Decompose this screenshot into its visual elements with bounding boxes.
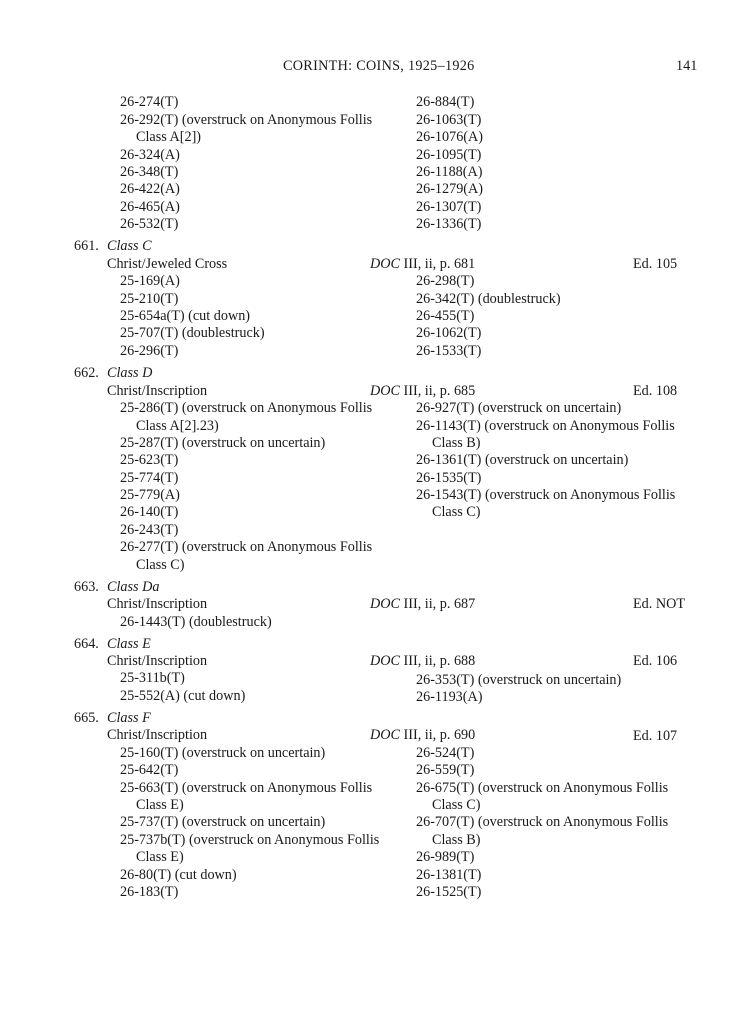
list-item: 26-1076(A): [416, 129, 483, 145]
list-item: 26-1361(T) (overstruck on uncertain): [416, 452, 629, 468]
list-item: 26-455(T): [416, 308, 475, 324]
list-item: 25-623(T): [120, 452, 179, 468]
list-item: 26-1095(T): [416, 147, 482, 163]
list-item: Class E): [136, 849, 184, 865]
list-item: 26-532(T): [120, 216, 179, 232]
list-item: 25-552(A) (cut down): [120, 688, 246, 704]
list-item: 26-1063(T): [416, 112, 482, 128]
list-item: 26-1143(T) (overstruck on Anonymous Follis: [416, 418, 675, 434]
list-item: 26-353(T) (overstruck on uncertain): [416, 672, 622, 688]
list-item: 25-169(A): [120, 273, 180, 289]
list-item: 26-1062(T): [416, 325, 482, 341]
entry-edition: Ed. 107: [633, 728, 678, 744]
entry-class: Class E: [107, 636, 151, 652]
list-item: 25-287(T) (overstruck on uncertain): [120, 435, 326, 451]
entry-number: 662.: [74, 365, 99, 381]
list-item: 26-140(T): [120, 504, 179, 520]
list-item: Class E): [136, 797, 184, 813]
list-item: 25-774(T): [120, 470, 179, 486]
entry-class: Class F: [107, 710, 151, 726]
list-item: 26-243(T): [120, 522, 179, 538]
list-item: 26-1193(A): [416, 689, 483, 705]
list-item: 26-465(A): [120, 199, 180, 215]
entry-number: 663.: [74, 579, 99, 595]
list-item: 26-292(T) (overstruck on Anonymous Follis: [120, 112, 373, 128]
list-item: 25-654a(T) (cut down): [120, 308, 251, 324]
list-item: 26-1381(T): [416, 867, 482, 883]
entry-reference: DOC III, ii, p. 685: [370, 383, 476, 399]
list-item: Class B): [432, 435, 481, 451]
page-number: 141: [676, 58, 698, 74]
list-item: 26-1525(T): [416, 884, 482, 900]
list-item: 26-80(T) (cut down): [120, 867, 237, 883]
list-item: 26-707(T) (overstruck on Anonymous Follis: [416, 814, 669, 830]
list-item: 26-1188(A): [416, 164, 483, 180]
list-item: 25-311b(T): [120, 670, 185, 686]
list-item: 26-675(T) (overstruck on Anonymous Follis: [416, 780, 669, 796]
list-item: 26-1307(T): [416, 199, 482, 215]
entry-number: 661.: [74, 238, 99, 254]
list-item: 26-1543(T) (overstruck on Anonymous Follis: [416, 487, 676, 503]
list-item: 26-1443(T) (doublestruck): [120, 614, 272, 630]
list-item: 26-342(T) (doublestruck): [416, 291, 561, 307]
entry-type: Christ/Inscription: [107, 653, 208, 669]
list-item: 26-1535(T): [416, 470, 482, 486]
entry-reference: DOC III, ii, p. 690: [370, 727, 476, 743]
entry-edition: Ed. NOT: [633, 596, 686, 612]
entry-edition: Ed. 106: [633, 653, 678, 669]
entry-reference: DOC III, ii, p. 688: [370, 653, 476, 669]
list-item: 26-324(A): [120, 147, 180, 163]
list-item: Class C): [432, 504, 481, 520]
entry-number: 665.: [74, 710, 99, 726]
list-item: 26-296(T): [120, 343, 179, 359]
list-item: 26-884(T): [416, 94, 475, 110]
list-item: 25-737b(T) (overstruck on Anonymous Follis: [120, 832, 380, 848]
list-item: 26-422(A): [120, 181, 180, 197]
entry-reference: DOC III, ii, p. 681: [370, 256, 476, 272]
list-item: 25-707(T) (doublestruck): [120, 325, 265, 341]
list-item: 26-183(T): [120, 884, 179, 900]
list-item: 25-663(T) (overstruck on Anonymous Follis: [120, 780, 373, 796]
entry-reference: DOC III, ii, p. 687: [370, 596, 476, 612]
list-item: 26-989(T): [416, 849, 475, 865]
list-item: 25-160(T) (overstruck on uncertain): [120, 745, 326, 761]
entry-number: 664.: [74, 636, 99, 652]
entry-type: Christ/Inscription: [107, 596, 208, 612]
list-item: 26-348(T): [120, 164, 179, 180]
list-item: Class C): [136, 557, 185, 573]
running-head: CORINTH: COINS, 1925–1926: [283, 58, 475, 74]
list-item: 25-642(T): [120, 762, 179, 778]
list-item: 26-1279(A): [416, 181, 483, 197]
list-item: 26-927(T) (overstruck on uncertain): [416, 400, 622, 416]
list-item: Class A[2]): [136, 129, 202, 145]
entry-type: Christ/Inscription: [107, 383, 208, 399]
list-item: 25-737(T) (overstruck on uncertain): [120, 814, 326, 830]
entry-class: Class Da: [107, 579, 160, 595]
entry-edition: Ed. 105: [633, 256, 678, 272]
list-item: Class A[2].23): [136, 418, 219, 434]
entry-type: Christ/Inscription: [107, 727, 208, 743]
list-item: 26-298(T): [416, 273, 475, 289]
list-item: 26-1336(T): [416, 216, 482, 232]
list-item: 26-1533(T): [416, 343, 482, 359]
list-item: 26-559(T): [416, 762, 475, 778]
list-item: 25-779(A): [120, 487, 180, 503]
list-item: 25-286(T) (overstruck on Anonymous Follis: [120, 400, 373, 416]
list-item: Class C): [432, 797, 481, 813]
list-item: 26-274(T): [120, 94, 179, 110]
entry-class: Class C: [107, 238, 152, 254]
list-item: 26-277(T) (overstruck on Anonymous Follis: [120, 539, 373, 555]
entry-class: Class D: [107, 365, 153, 381]
entry-edition: Ed. 108: [633, 383, 678, 399]
entry-type: Christ/Jeweled Cross: [107, 256, 228, 272]
list-item: 26-524(T): [416, 745, 475, 761]
list-item: Class B): [432, 832, 481, 848]
list-item: 25-210(T): [120, 291, 179, 307]
